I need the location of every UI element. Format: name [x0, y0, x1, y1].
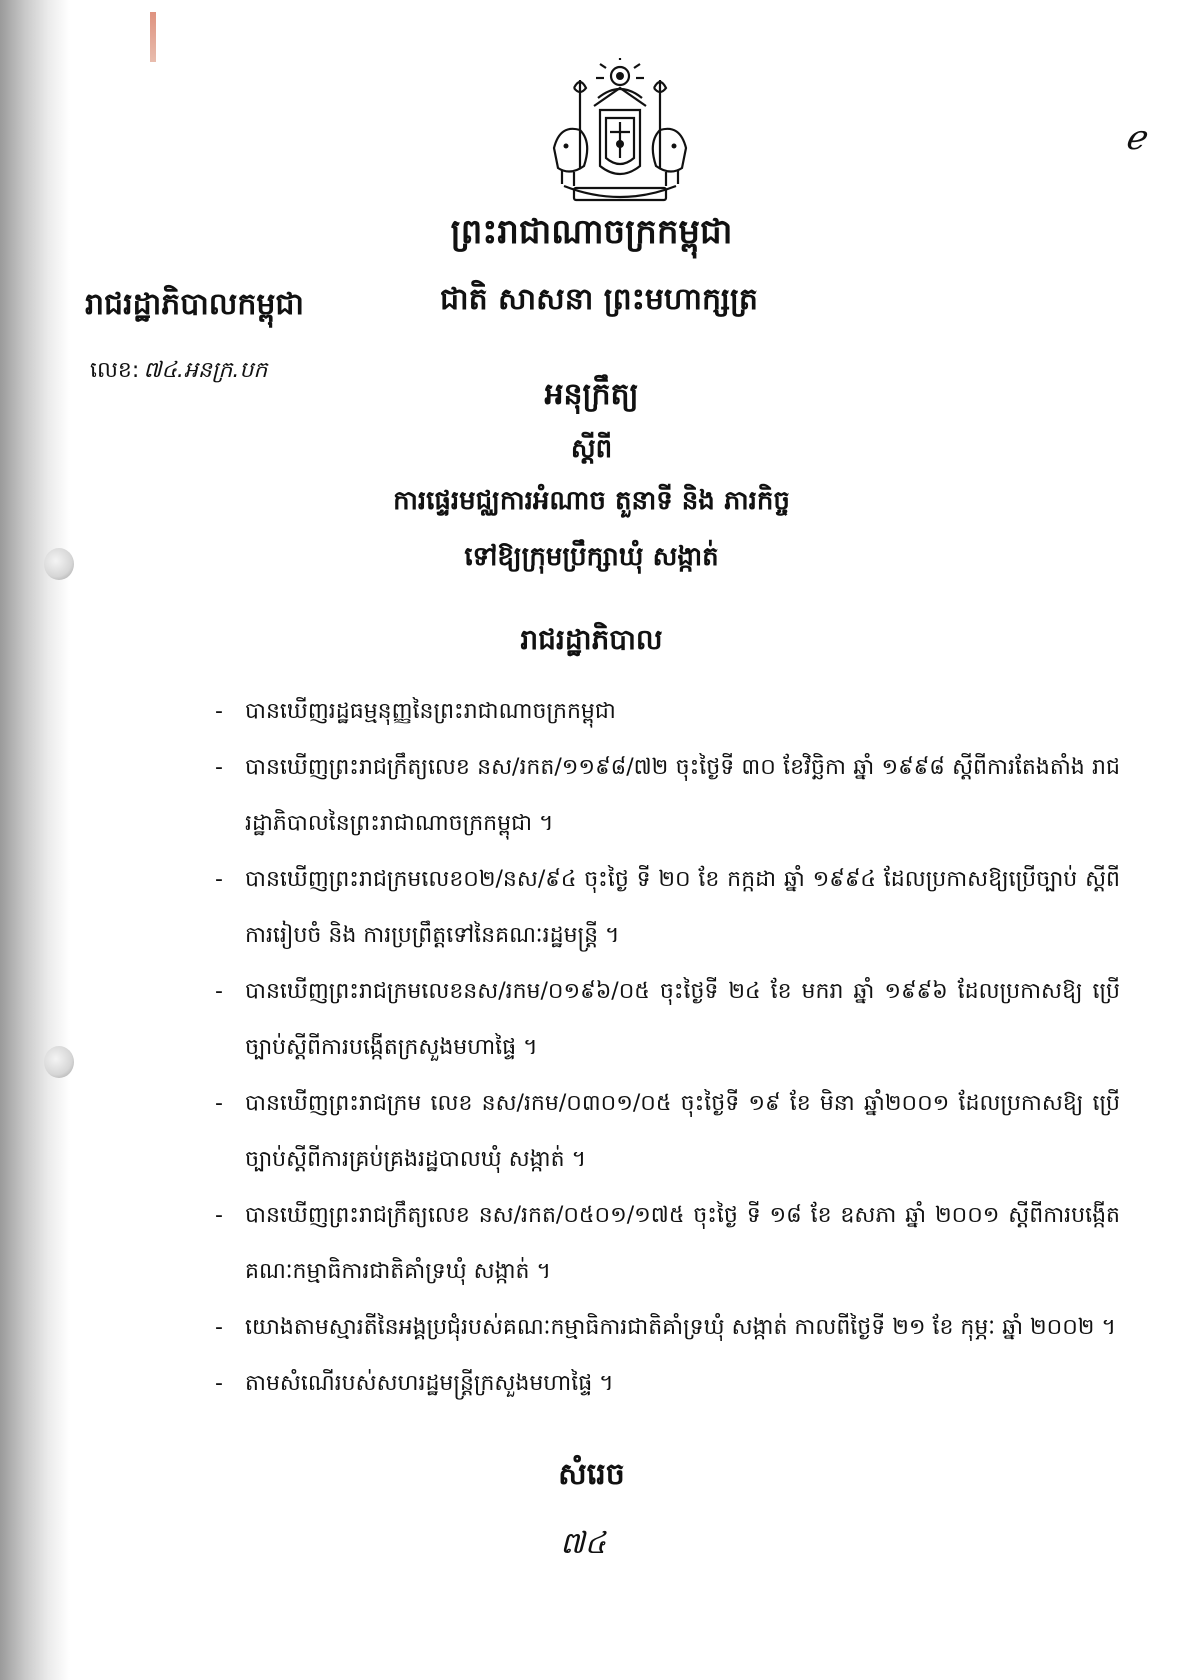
punch-hole [44, 1046, 74, 1078]
about-label: ស្តីពី [570, 434, 613, 464]
page-number: ៧៤ [560, 1526, 606, 1561]
royal-coat-of-arms-emblem [540, 58, 700, 208]
subject-line-2: ទៅឱ្យក្រុមប្រឹក្សាឃុំ សង្កាត់ [464, 542, 719, 572]
national-motto: ជាតិ សាសនា ព្រះមហាក្សត្រ [440, 282, 758, 317]
document-type: អនុក្រឹត្យ [544, 377, 639, 412]
list-item: - បានឃើញព្រះរាជក្រម លេខ នស/រកម/០៣០១/០៥ ចុះថ្ងៃទី ១៩ ខែ មិនា ឆ្នាំ២០០១ ដែលប្រកាសឱ្យ ប្រើច្បាប់ស្តីពីការគ្រប់គ្រងរដ្ឋបាលឃុំ សង្កាត់ ។ [215, 1091, 1120, 1172]
list-item: - បានឃើញព្រះរាជក្រឹត្យលេខ នស/រកត/០៥០១/១៧៥ ចុះថ្ងៃ ទី ១៨ ខែ ឧសភា ឆ្នាំ ២០០១ ស្តីពីការបង្កើត គណៈកម្មាធិការជាតិគាំទ្រឃុំ សង្កាត់ ។ [215, 1203, 1120, 1284]
list-item: - តាមសំណើរបស់សហរដ្ឋមន្ត្រីក្រសួងមហាផ្ទៃ ។ [215, 1371, 614, 1396]
clause-text: បានឃើញព្រះរាជក្រមលេខ០២/នស/៩៤ ចុះថ្ងៃ ទី ២០ ខែ កក្កដា ឆ្នាំ ១៩៩៤ ដែលប្រកាសឱ្យប្រើច្បាប់ ស្តីពីការរៀបចំ និង ការប្រព្រឹត្តទៅនៃគណៈរដ្ឋមន្ត្រី ។ [245, 867, 1120, 948]
clause-text: យោងតាមស្មារតីនៃអង្គប្រជុំរបស់គណៈកម្មាធិការជាតិគាំទ្រឃុំ សង្កាត់ កាលពីថ្ងៃទី ២១ ខែ កុម្ភៈ ឆ្នាំ ២០០២ ។ [245, 1315, 1116, 1340]
list-item: - បានឃើញព្រះរាជក្រមលេខ០២/នស/៩៤ ចុះថ្ងៃ ទី ២០ ខែ កក្កដា ឆ្នាំ ១៩៩៤ ដែលប្រកាសឱ្យប្រើច្បាប់ ស្តីពីការរៀបចំ និង ការប្រព្រឹត្តទៅនៃគណៈរដ្ឋមន្ត្រី ។ [215, 867, 1120, 948]
clause-text: បានឃើញព្រះរាជក្រម លេខ នស/រកម/០៣០១/០៥ ចុះថ្ងៃទី ១៩ ខែ មិនា ឆ្នាំ២០០១ ដែលប្រកាសឱ្យ ប្រើច្បាប់ស្តីពីការគ្រប់គ្រងរដ្ឋបាលឃុំ សង្កាត់ ។ [245, 1091, 1120, 1172]
clause-text: តាមសំណើរបស់សហរដ្ឋមន្ត្រីក្រសួងមហាផ្ទៃ ។ [245, 1371, 614, 1396]
issuer-heading: រាជរដ្ឋាភិបាល [520, 623, 663, 656]
preamble-clauses [215, 684, 1120, 1412]
reference-label: លេខ: [90, 358, 140, 383]
list-item: - បានឃើញរដ្ឋធម្មនុញ្ញនៃព្រះរាជាណាចក្រកម្ពុជា [215, 699, 616, 724]
reference-value: ៧៤.អនក្រ.បក [143, 358, 268, 383]
kingdom-title: ព្រះរាជាណាចក្រកម្ពុជា [450, 212, 733, 252]
clause-text: បានឃើញព្រះរាជក្រឹត្យលេខ នស/រកត/០៥០១/១៧៥ ចុះថ្ងៃ ទី ១៨ ខែ ឧសភា ឆ្នាំ ២០០១ ស្តីពីការបង្កើត គណៈកម្មាធិការជាតិគាំទ្រឃុំ សង្កាត់ ។ [245, 1203, 1120, 1284]
subject-line-1: ការផ្ទេរមជ្ឈការអំណាច តួនាទី និង ភារកិច្ច [393, 486, 790, 516]
list-item: - យោងតាមស្មារតីនៃអង្គប្រជុំរបស់គណៈកម្មាធិការជាតិគាំទ្រឃុំ សង្កាត់ កាលពីថ្ងៃទី ២១ ខែ កុម្ភៈ ឆ្នាំ ២០០២ ។ [215, 1315, 1116, 1340]
clause-text: បានឃើញព្រះរាជក្រឹត្យលេខ នស/រកត/១១៩៨/៧២ ចុះថ្ងៃទី ៣០ ខែវិច្ឆិកា ឆ្នាំ ១៩៩៨ ស្តីពីការតែងតាំង រាជរដ្ឋាភិបាលនៃព្រះរាជាណាចក្រកម្ពុជា ។ [245, 755, 1120, 836]
government-heading: រាជរដ្ឋាភិបាលកម្ពុជា [85, 287, 304, 322]
list-item: - បានឃើញព្រះរាជក្រមលេខនស/រកម/០១៩៦/០៥ ចុះថ្ងៃទី ២៤ ខែ មករា ឆ្នាំ ១៩៩៦ ដែលប្រកាសឱ្យ ប្រើច្បាប់ស្តីពីការបង្កើតក្រសួងមហាផ្ទៃ ។ [215, 979, 1120, 1060]
clause-text: បានឃើញរដ្ឋធម្មនុញ្ញនៃព្រះរាជាណាចក្រកម្ពុជា [245, 699, 616, 724]
list-item: - បានឃើញព្រះរាជក្រឹត្យលេខ នស/រកត/១១៩៨/៧២ ចុះថ្ងៃទី ៣០ ខែវិច្ឆិកា ឆ្នាំ ១៩៩៨ ស្តីពីការតែងតាំង រាជរដ្ឋាភិបាលនៃព្រះរាជាណាចក្រកម្ពុជា ។ [215, 755, 1120, 836]
handwritten-mark: ℯ [1125, 118, 1146, 158]
scan-mark [150, 12, 156, 62]
decision-heading: សំរេច [558, 1457, 625, 1492]
clause-text: បានឃើញព្រះរាជក្រមលេខនស/រកម/០១៩៦/០៥ ចុះថ្ងៃទី ២៤ ខែ មករា ឆ្នាំ ១៩៩៦ ដែលប្រកាសឱ្យ ប្រើច្បាប់ស្តីពីការបង្កើតក្រសួងមហាផ្ទៃ ។ [245, 979, 1120, 1060]
